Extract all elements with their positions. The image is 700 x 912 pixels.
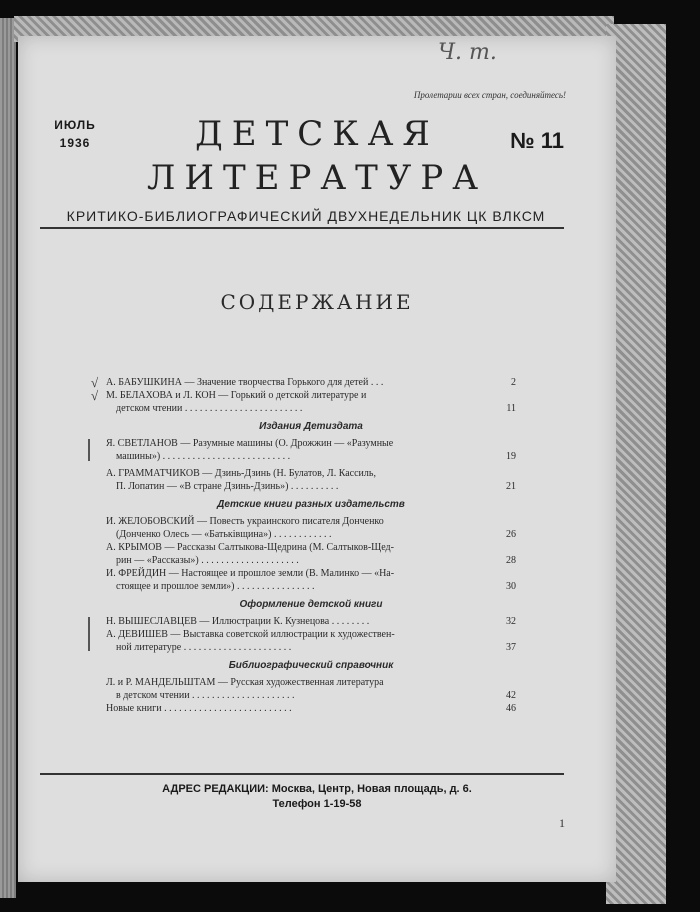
check-mark: √ <box>91 375 99 390</box>
toc-entry <box>91 375 516 390</box>
toc-entry-continuation <box>106 450 516 463</box>
masthead-subtitle: КРИТИКО-БИБЛИОГРАФИЧЕСКИЙ ДВУХНЕДЕЛЬНИК ЦК ВЛКСМ <box>66 208 546 224</box>
toc-entry-text: И. ЖЕЛОБОВСКИЙ — Повесть украинского писателя Донченко <box>106 516 384 527</box>
toc-entry-text: машины») . . . . . . . . . . . . . . . . . . . . . . . . . . <box>116 451 291 462</box>
toc-entry-text: Я. СВЕТЛАНОВ — Разумные машины (О. Дрожжин — «Разумные <box>106 438 394 449</box>
issue-number: № 11 <box>510 128 564 153</box>
toc-entry-text: в детском чтении . . . . . . . . . . . . . . . . . . . . . <box>116 690 295 701</box>
toc-entry <box>106 437 516 450</box>
masthead-title-line1: ДЕТСКАЯ <box>195 114 439 154</box>
toc-entry-text: П. Лопатин — «В стране Дзинь-Дзинь») . . . . . . . . . . <box>116 481 339 492</box>
toc-page-number: 32 <box>506 616 516 627</box>
book-spine <box>0 18 16 898</box>
toc-entry-text: А. ДЕВИШЕВ — Выставка советской иллюстрации к художествен- <box>106 629 395 640</box>
section-title-bibliographic-reference: Библиографический справочник <box>228 660 394 671</box>
toc-entry-continuation <box>106 641 516 654</box>
page-number: 1 <box>559 816 565 830</box>
toc-entry-continuation <box>106 528 516 541</box>
divider-bottom <box>40 773 564 775</box>
table-of-contents <box>91 375 516 715</box>
masthead-title-line2: ЛИТЕРАТУРА <box>146 158 488 198</box>
toc-entry-text: Л. и Р. МАНДЕЛЬШТАМ — Русская художественная литература <box>106 677 384 688</box>
contents-heading: СОДЕРЖАНИЕ <box>220 290 414 314</box>
address-line: АДРЕС РЕДАКЦИИ: Москва, Центр, Новая площадь, д. 6. <box>162 783 472 795</box>
toc-entry-text: И. ФРЕЙДИН — Настоящее и прошлое земли (В. Малинко — «На- <box>106 568 395 579</box>
toc-entry <box>106 702 516 715</box>
toc-entry-text: рин — «Рассказы») . . . . . . . . . . . . . . . . . . . . <box>116 555 299 566</box>
toc-entry-continuation <box>106 689 516 702</box>
phone-line: Телефон 1-19-58 <box>272 798 362 810</box>
toc-page-number: 42 <box>506 690 516 701</box>
toc-entry <box>106 628 516 641</box>
issue-month: ИЮЛЬ <box>54 118 96 132</box>
toc-entry-continuation <box>106 580 516 593</box>
margin-mark <box>88 439 90 461</box>
toc-page-number: 28 <box>506 555 516 566</box>
toc-entry <box>91 388 516 403</box>
toc-entry <box>106 467 516 480</box>
toc-page-number: 11 <box>506 403 516 414</box>
toc-entry <box>106 541 516 554</box>
toc-entry-text: (Донченко Олесь — «Батьківщина») . . . . . . . . . . . . <box>116 529 332 540</box>
toc-entry-text: ной литературе . . . . . . . . . . . . . . . . . . . . . . <box>116 642 292 653</box>
toc-page-number: 37 <box>506 642 516 653</box>
handwritten-note: Ч. т. <box>438 40 497 65</box>
journal-page <box>18 36 616 882</box>
slogan: Пролетарии всех стран, соединяйтесь! <box>413 90 566 100</box>
section-title-various-publishers: Детские книги разных издательств <box>217 499 405 510</box>
toc-entry <box>106 676 516 689</box>
toc-page-number: 19 <box>506 451 516 462</box>
toc-page-number: 30 <box>506 581 516 592</box>
toc-entry-text: М. БЕЛАХОВА и Л. КОН — Горький о детской литературе и <box>106 390 367 401</box>
toc-page-number: 2 <box>511 377 516 388</box>
margin-mark <box>88 617 90 651</box>
toc-entry-continuation <box>106 402 516 415</box>
toc-entry-continuation <box>106 554 516 567</box>
check-mark: √ <box>91 388 99 403</box>
toc-page-number: 46 <box>506 703 516 714</box>
toc-page-number: 26 <box>506 529 516 540</box>
toc-entry <box>106 567 516 580</box>
toc-entry-text: Н. ВЫШЕСЛАВЦЕВ — Иллюстрации К. Кузнецова . . . . . . . . <box>106 616 370 627</box>
toc-entry-text: детском чтении . . . . . . . . . . . . . . . . . . . . . . . . <box>116 403 303 414</box>
section-title-detizdat: Издания Детиздата <box>259 421 363 432</box>
toc-entry-continuation <box>106 480 516 493</box>
section-title-book-design: Оформление детской книги <box>239 599 383 610</box>
divider-top <box>40 227 564 229</box>
toc-entry-text: А. КРЫМОВ — Рассказы Салтыкова-Щедрина (М. Салтыков-Щед- <box>106 542 394 553</box>
issue-year: 1936 <box>59 136 91 150</box>
editorial-address <box>18 782 616 812</box>
toc-page-number: 21 <box>506 481 516 492</box>
toc-entry <box>106 515 516 528</box>
toc-entry-text: стоящее и прошлое земли») . . . . . . . . . . . . . . . . <box>116 581 315 592</box>
toc-entry-text: А. ГРАММАТЧИКОВ — Дзинь-Дзинь (Н. Булатов, Л. Кассиль, <box>106 468 376 479</box>
toc-entry <box>106 615 516 628</box>
toc-entry-text: А. БАБУШКИНА — Значение творчества Горького для детей . . . <box>106 377 384 388</box>
toc-entry-text: Новые книги . . . . . . . . . . . . . . . . . . . . . . . . . . <box>106 703 292 714</box>
